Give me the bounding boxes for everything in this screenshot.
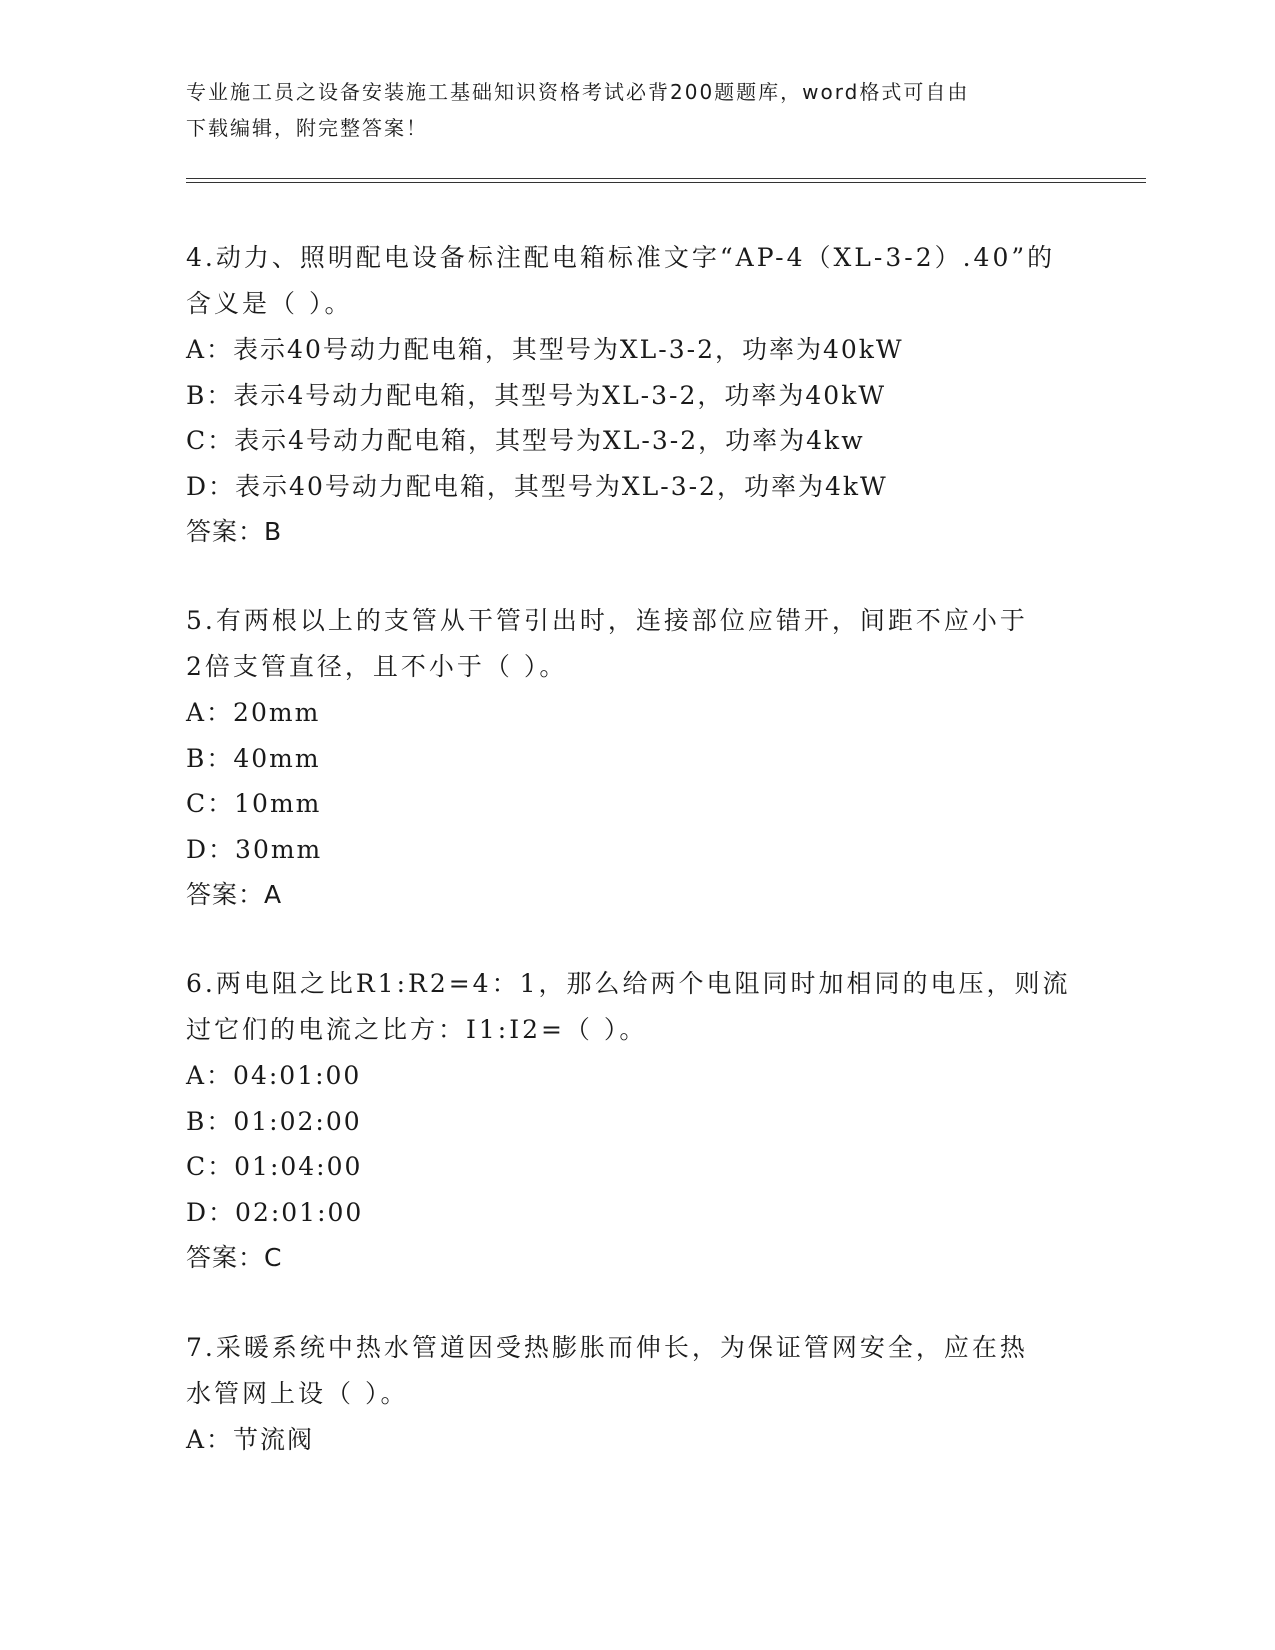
option-b: B：01:02:00	[186, 1106, 362, 1136]
question-5	[186, 598, 1086, 918]
answer-line: 答案：A	[186, 880, 283, 909]
option-d: D：表示40号动力配电箱，其型号为XL-3-2，功率为4kW	[186, 471, 888, 501]
header-divider-bottom	[186, 182, 1146, 183]
option-c: C：表示4号动力配电箱，其型号为XL-3-2，功率为4kw	[186, 426, 865, 455]
option-d: D：30mm	[186, 834, 323, 864]
option-c: C：01:04:00	[186, 1152, 363, 1181]
answer-line: 答案：C	[186, 1243, 283, 1272]
header-divider-top	[186, 178, 1146, 179]
option-a: A：节流阀	[186, 1425, 315, 1454]
option-a: A：表示40号动力配电箱，其型号为XL-3-2，功率为40kW	[186, 335, 904, 364]
question-stem-line-1: 4.动力、照明配电设备标注配电箱标准文字“AP-4（XL-3-2）.40”的	[186, 243, 1056, 272]
question-stem-line-1: 7.采暖系统中热水管道因受热膨胀而伸长，为保证管网安全，应在热	[186, 1333, 1028, 1362]
question-stem-line-1: 6.两电阻之比R1:R2=4：1，那么给两个电阻同时加相同的电压，则流	[186, 969, 1071, 998]
header-line-2: 下载编辑，附完整答案！	[186, 116, 428, 140]
question-stem-line-1: 5.有两根以上的支管从干管引出时，连接部位应错开，间距不应小于	[186, 606, 1028, 635]
question-stem-line-2: 含义是（ ）。	[186, 289, 353, 318]
header-line-1: 专业施工员之设备安装施工基础知识资格考试必背200题题库，word格式可自由	[186, 80, 970, 104]
question-stem-line-2: 2倍支管直径，且不小于（ ）。	[186, 652, 568, 681]
option-a: A：04:01:00	[186, 1061, 362, 1090]
question-stem-line-2: 水管网上设（ ）。	[186, 1379, 409, 1408]
question-7	[186, 1325, 1086, 1463]
document-header	[186, 74, 1086, 146]
question-6	[186, 961, 1086, 1281]
option-b: B：表示4号动力配电箱，其型号为XL-3-2，功率为40kW	[186, 380, 887, 410]
option-a: A：20mm	[186, 698, 321, 727]
option-d: D：02:01:00	[186, 1197, 364, 1227]
answer-line: 答案：B	[186, 517, 283, 546]
option-b: B：40mm	[186, 743, 321, 773]
option-c: C：10mm	[186, 789, 322, 818]
question-stem-line-2: 过它们的电流之比方：I1:I2=（ ）。	[186, 1015, 648, 1044]
question-4	[186, 235, 1086, 555]
